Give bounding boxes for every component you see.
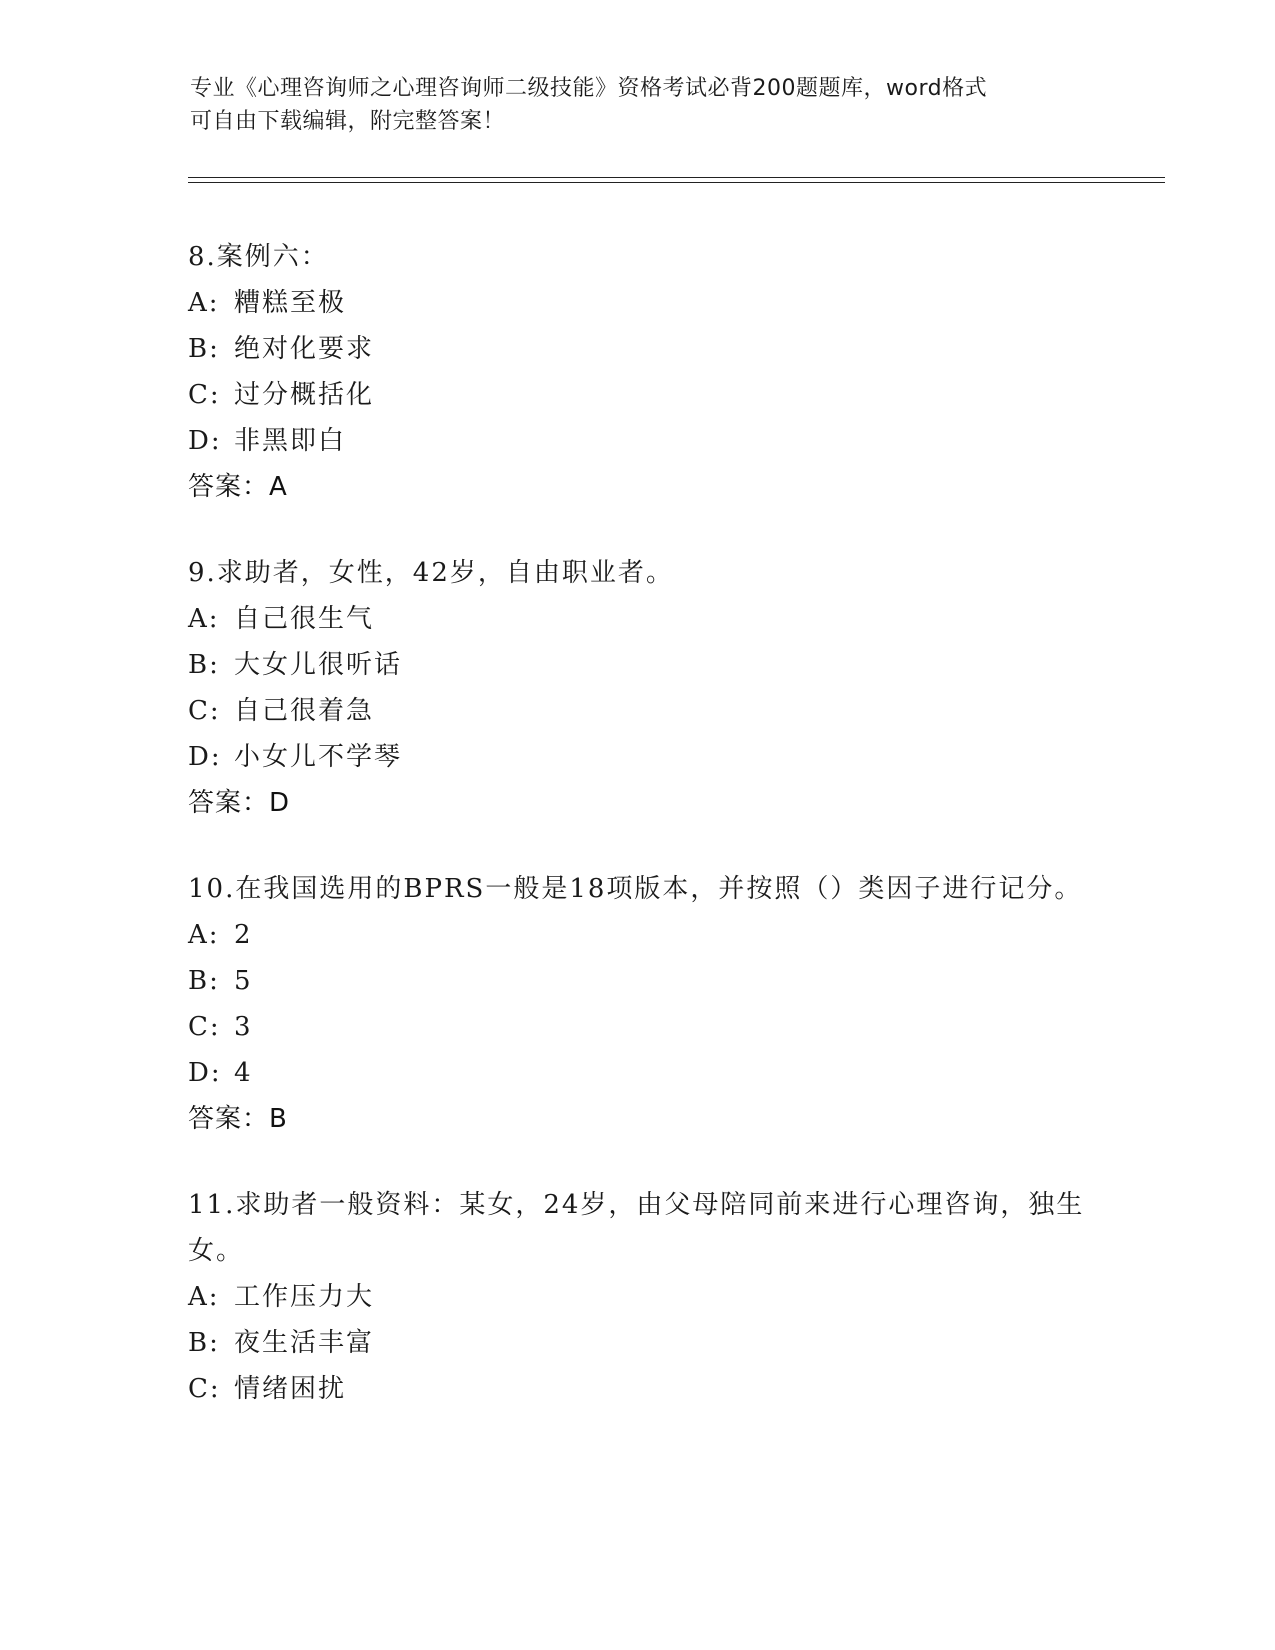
option-text: 2 [234,920,253,950]
option-key: D: [188,1058,222,1088]
option-text: 自己很生气 [234,604,375,634]
question-list [188,234,1088,1452]
option-text: 过分概括化 [234,380,375,410]
option-b [188,1320,1088,1366]
option-text: 绝对化要求 [234,334,375,364]
header-divider-bottom [188,182,1165,183]
option-text: 3 [234,1012,253,1042]
option-text: 5 [234,966,253,996]
option-key: C: [188,380,221,410]
option-a [188,1274,1088,1320]
option-text: 4 [234,1058,253,1088]
option-a [188,280,1088,326]
option-key: D: [188,426,222,456]
option-text: 非黑即白 [234,426,347,456]
option-d [188,734,1088,780]
option-key: A: [188,604,220,634]
option-text: 工作压力大 [234,1282,375,1312]
option-b [188,642,1088,688]
option-text: 夜生活丰富 [234,1328,375,1358]
option-c [188,1004,1088,1050]
option-key: B: [188,334,220,364]
option-key: B: [188,650,220,680]
option-key: A: [188,288,220,318]
question-11 [188,1182,1088,1412]
question-stem: 11.求助者一般资料：某女，24岁，由父母陪同前来进行心理咨询，独生女。 [188,1190,1085,1266]
option-key: B: [188,966,220,996]
header-divider-top [188,177,1165,178]
option-key: C: [188,1012,221,1042]
option-c [188,1366,1088,1412]
option-b [188,326,1088,372]
question-stem: 10.在我国选用的BPRS一般是18项版本，并按照（）类因子进行记分。 [188,874,1083,904]
option-text: 糟糕至极 [234,288,347,318]
option-key: B: [188,1328,220,1358]
option-d [188,418,1088,464]
answer-line: 答案：B [188,1104,288,1134]
option-d [188,1050,1088,1096]
option-key: A: [188,920,220,950]
option-text: 情绪困扰 [234,1374,347,1404]
question-stem: 8.案例六： [188,242,329,272]
header-line-1: 专业《心理咨询师之心理咨询师二级技能》资格考试必背200题题库，word格式 [190,76,988,101]
option-c [188,688,1088,734]
option-key: A: [188,1282,220,1312]
option-text: 大女儿很听话 [234,650,403,680]
question-10 [188,866,1088,1142]
option-c [188,372,1088,418]
answer-line: 答案：A [188,472,288,502]
option-a [188,596,1088,642]
option-key: D: [188,742,222,772]
option-key: C: [188,1374,221,1404]
question-stem: 9.求助者，女性，42岁，自由职业者。 [188,558,674,588]
option-text: 自己很着急 [234,696,375,726]
question-8 [188,234,1088,510]
option-a [188,912,1088,958]
option-key: C: [188,696,221,726]
option-b [188,958,1088,1004]
document-header [190,72,1090,138]
option-text: 小女儿不学琴 [234,742,403,772]
header-line-2: 可自由下载编辑，附完整答案！ [190,109,506,134]
question-9 [188,550,1088,826]
answer-line: 答案：D [188,788,291,818]
